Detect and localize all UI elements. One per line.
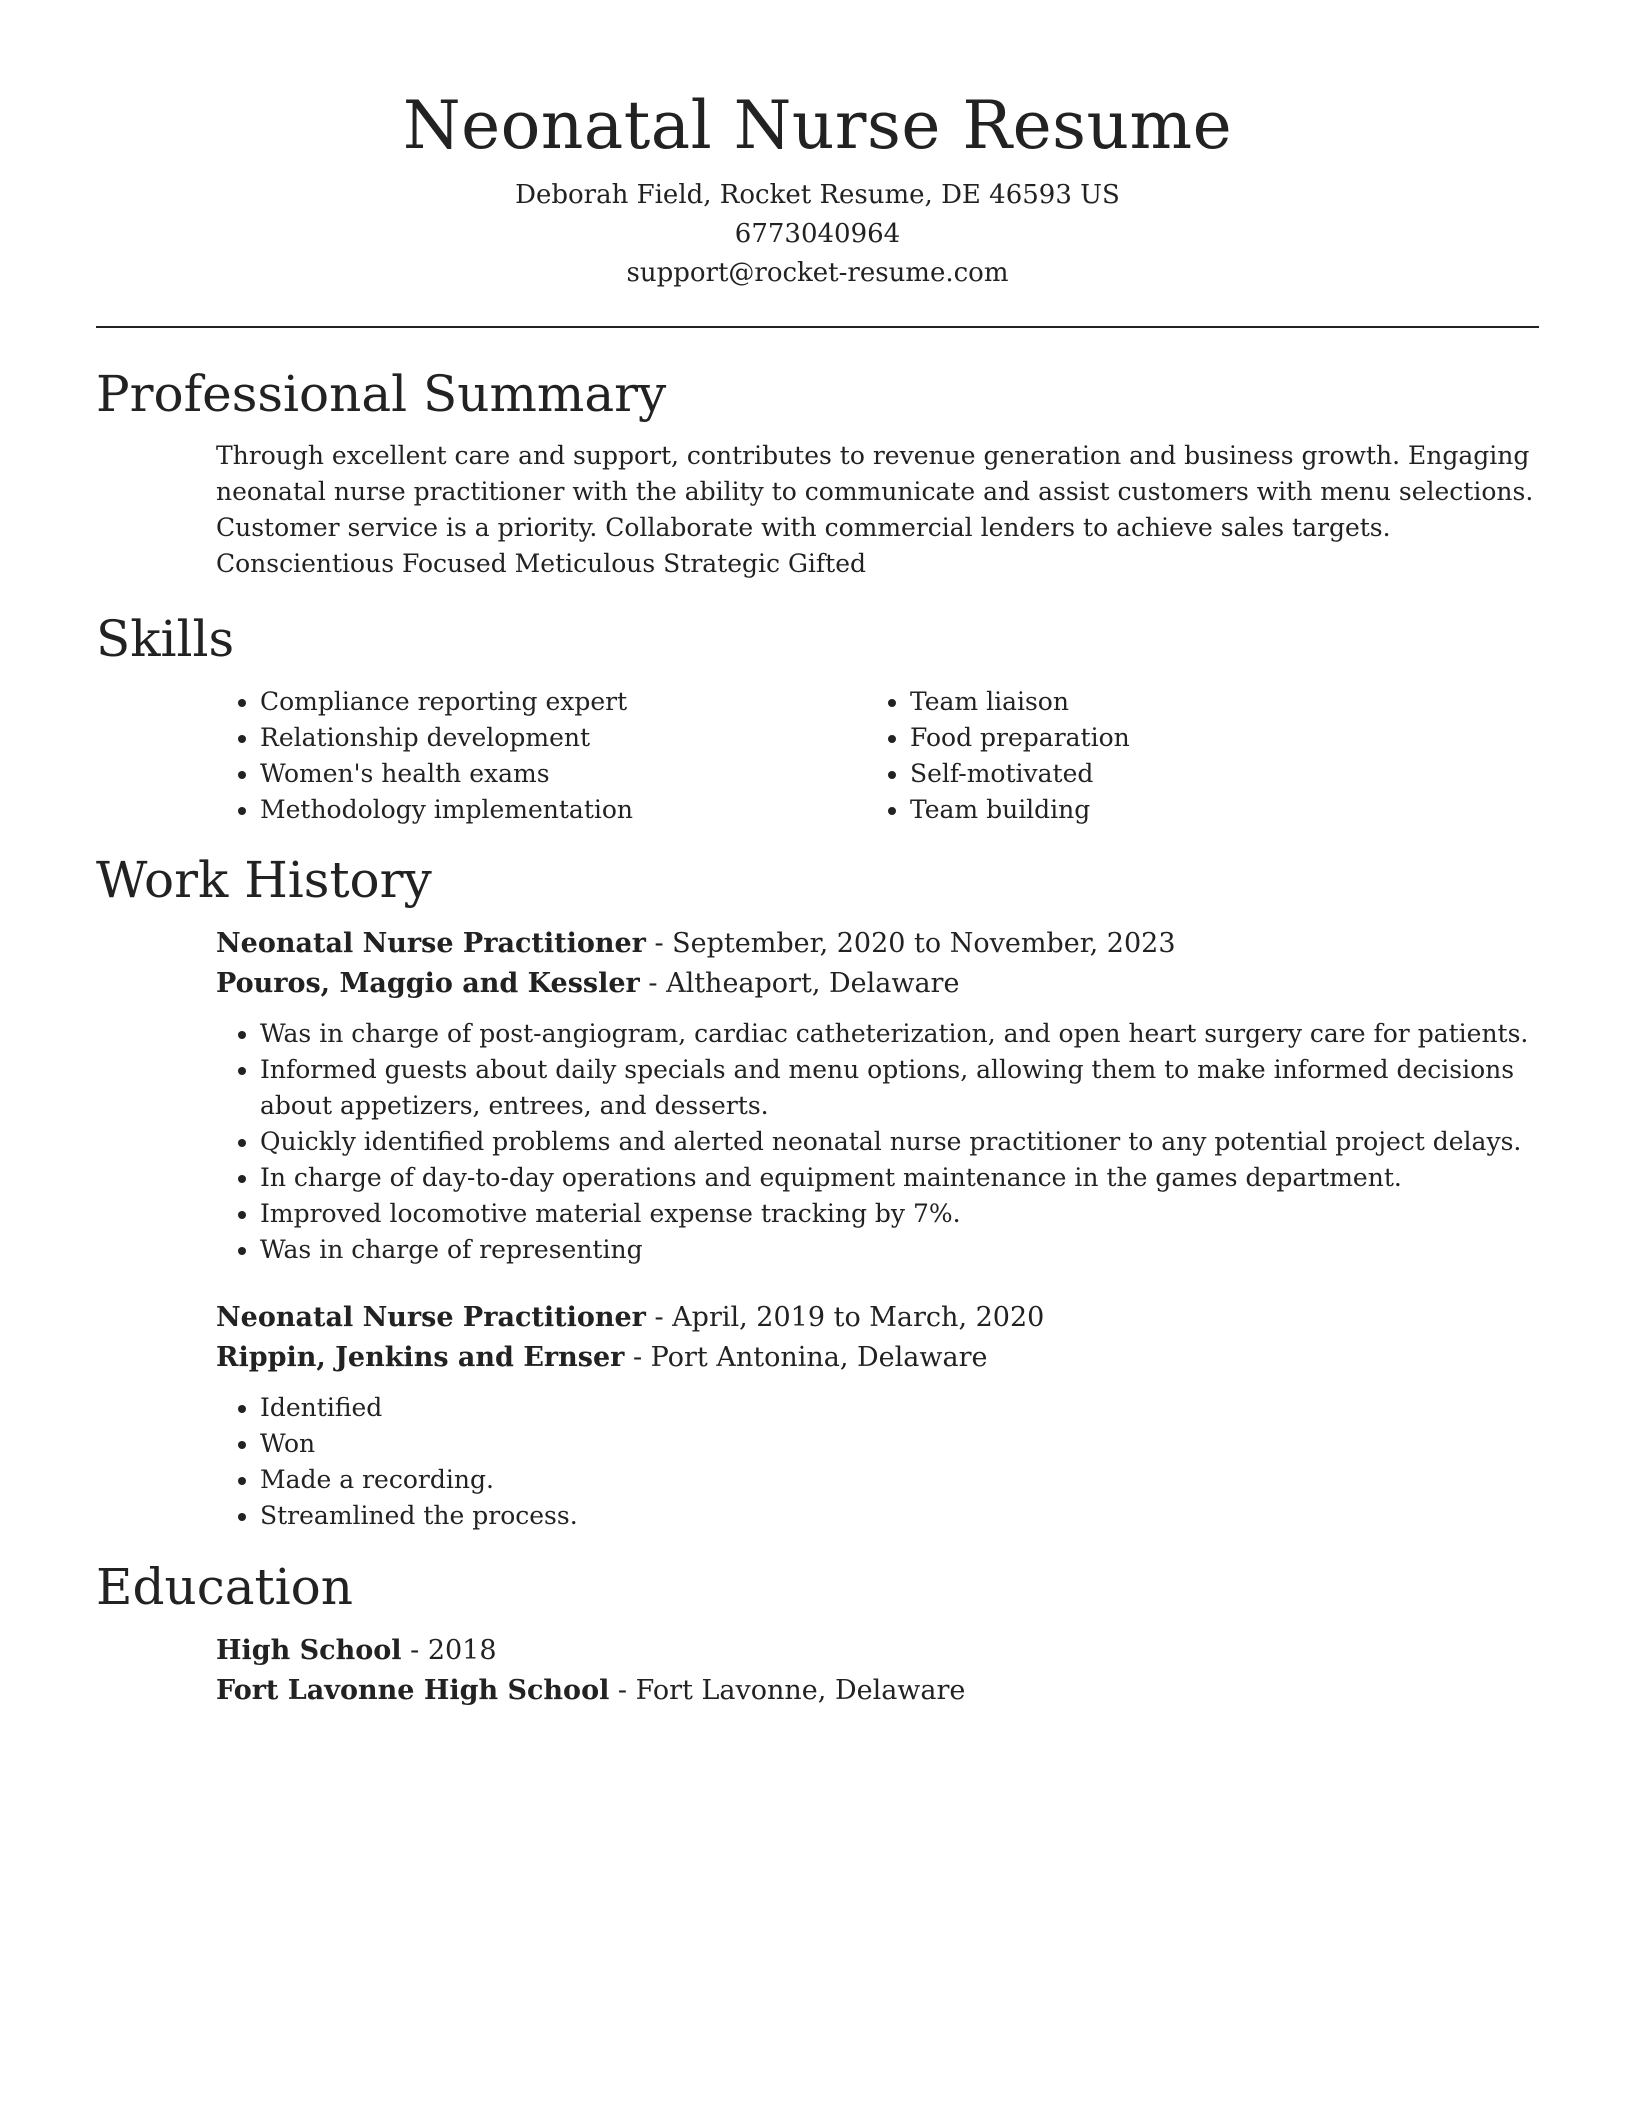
contact-phone: 6773040964 (734, 219, 901, 249)
summary-text: Through excellent care and support, contributes to revenue generation and business growth. Engaging neonatal nurse practitioner with the ability to communicate and assist customers with menu selections. Customer service is a priority. Collaborate with commercial lenders to achieve sales targets. Conscientious Focused Meticulous Strategic Gifted (216, 441, 1534, 578)
contact-address: Deborah Field, Rocket Resume, DE 46593 US (515, 180, 1120, 210)
job-title-line (216, 1298, 1539, 1338)
skill-item: • Relationship development (260, 720, 866, 756)
skills-column-right (866, 684, 1510, 828)
duty-item: • Won (260, 1426, 1539, 1462)
resume-page (96, 0, 1539, 1711)
skill-item: • Methodology implementation (260, 792, 866, 828)
duty-item: • In charge of day-to-day operations and equipment maintenance in the games department. (260, 1160, 1539, 1196)
job-entry (216, 1298, 1539, 1534)
contact-email: support@rocket-resume.com (626, 258, 1009, 288)
duty-item: • Informed guests about daily specials and menu options, allowing them to make informed decisions about appetizers, entrees, and desserts. (260, 1052, 1539, 1124)
work-history-heading: Work History (96, 851, 432, 909)
summary-heading: Professional Summary (96, 365, 667, 423)
header-divider (96, 326, 1539, 328)
job-company: Pouros, Maggio and Kessler (216, 968, 640, 999)
job-location: - Port Antonina, Delaware (624, 1342, 988, 1373)
education-degree-line (216, 1631, 1539, 1671)
job-company-line (216, 1338, 1539, 1378)
education-location: - Fort Lavonne, Delaware (609, 1675, 966, 1706)
education-school: Fort Lavonne High School (216, 1675, 610, 1706)
job-location: - Altheaport, Delaware (639, 968, 960, 999)
resume-title: Neonatal Nurse Resume (402, 87, 1233, 164)
skills-column-left (216, 684, 866, 828)
education-heading: Education (96, 1558, 353, 1616)
job-dates: - September, 2020 to November, 2023 (645, 928, 1176, 959)
job-dates: - April, 2019 to March, 2020 (645, 1302, 1045, 1333)
job-duties (216, 1016, 1539, 1268)
skill-item: • Team building (910, 792, 1510, 828)
duty-item: • Identified (260, 1390, 1539, 1426)
skill-item: • Women's health exams (260, 756, 866, 792)
duty-item: • Streamlined the process. (260, 1498, 1539, 1534)
education-school-line (216, 1671, 1539, 1711)
education-entry (216, 1631, 1539, 1711)
job-company-line (216, 964, 1539, 1004)
skill-item: • Compliance reporting expert (260, 684, 866, 720)
job-entry (216, 924, 1539, 1268)
duty-item: • Improved locomotive material expense tracking by 7%. (260, 1196, 1539, 1232)
skill-item: • Food preparation (910, 720, 1510, 756)
job-company: Rippin, Jenkins and Ernser (216, 1342, 625, 1373)
job-title: Neonatal Nurse Practitioner (216, 928, 646, 959)
education-degree: High School (216, 1635, 402, 1666)
skills-heading: Skills (96, 610, 235, 668)
skill-item: • Team liaison (910, 684, 1510, 720)
duty-item: • Was in charge of representing (260, 1232, 1539, 1268)
duty-item: • Was in charge of post-angiogram, cardiac catheterization, and open heart surgery care for patients. (260, 1016, 1539, 1052)
contact-block (96, 176, 1539, 293)
job-title: Neonatal Nurse Practitioner (216, 1302, 646, 1333)
duty-item: • Made a recording. (260, 1462, 1539, 1498)
education-year: - 2018 (401, 1635, 497, 1666)
duty-item: • Quickly identified problems and alerted neonatal nurse practitioner to any potential project delays. (260, 1124, 1539, 1160)
job-duties (216, 1390, 1539, 1534)
skills-list (216, 684, 1539, 828)
skill-item: • Self-motivated (910, 756, 1510, 792)
job-title-line (216, 924, 1539, 964)
